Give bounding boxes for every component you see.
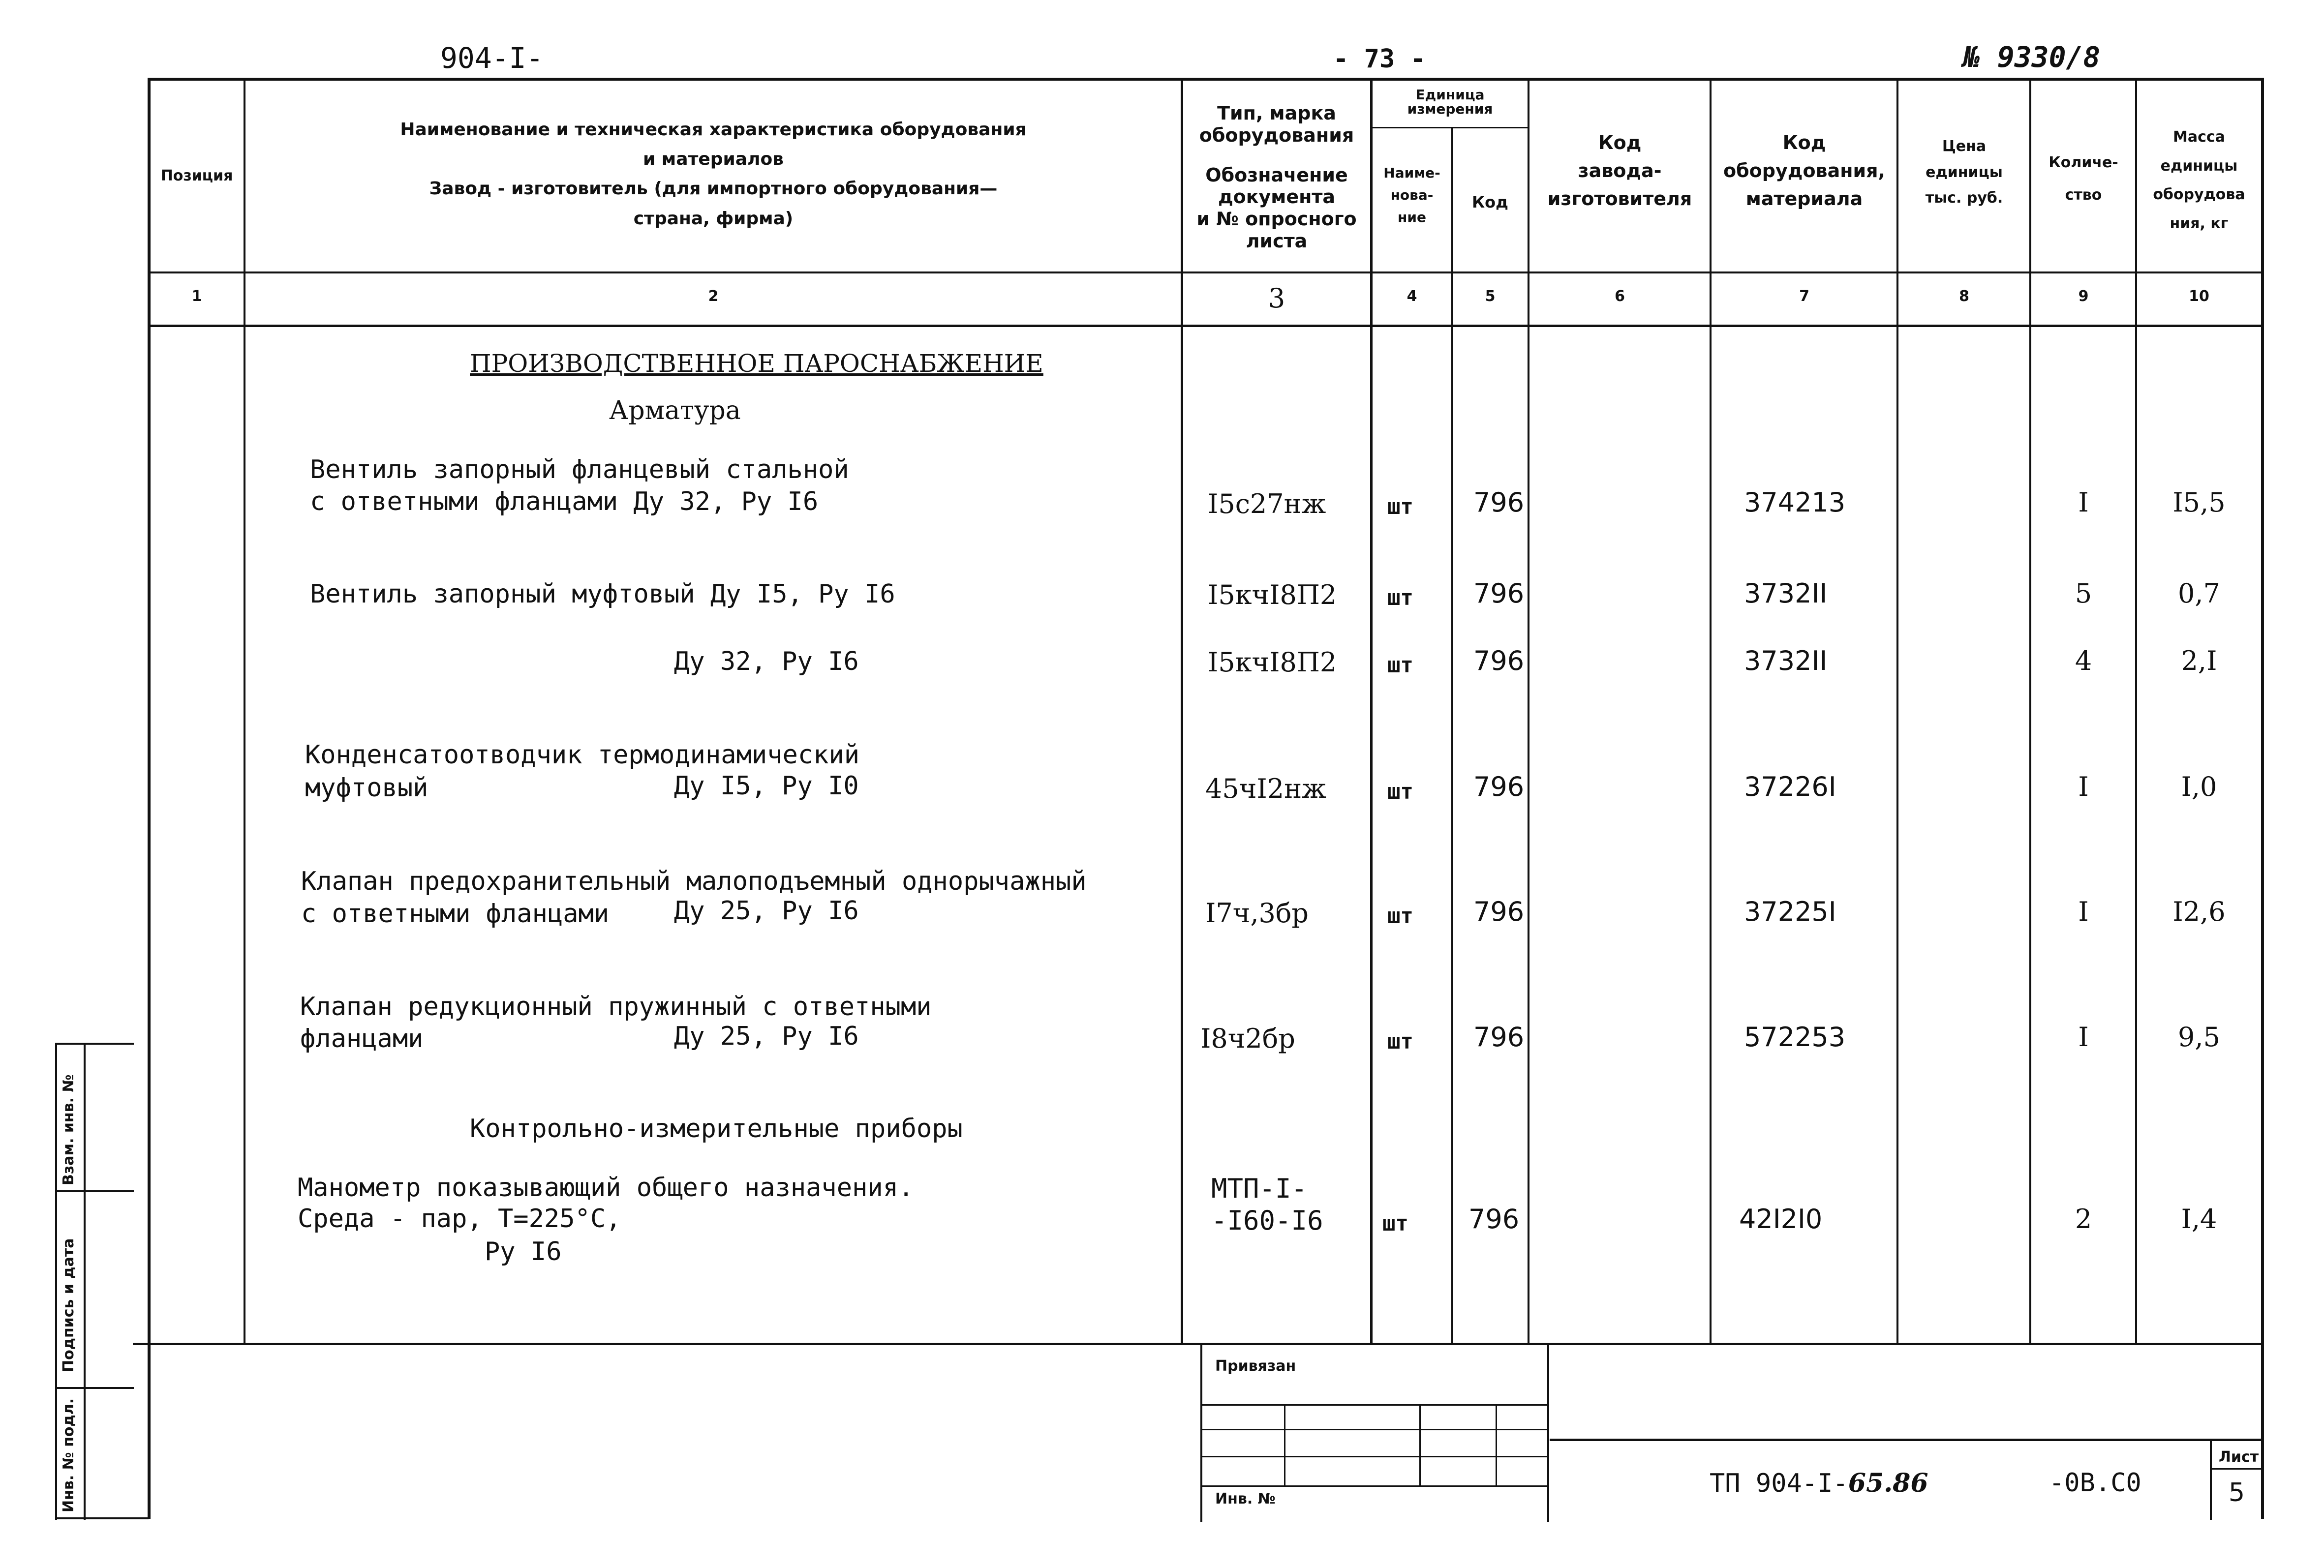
item-1-qty: I bbox=[2078, 487, 2089, 518]
item-5-mass: I2,6 bbox=[2172, 896, 2226, 927]
header-material-code bbox=[1712, 129, 1896, 213]
title-block-top-line bbox=[1550, 1439, 2263, 1441]
header-unit-name-line1: Наиме- bbox=[1383, 165, 1440, 181]
item-4-material-code: 37226I bbox=[1744, 771, 1836, 802]
item-4-name-line1: Конденсатоотводчик термодинамический bbox=[305, 740, 860, 770]
item-1-mass: I5,5 bbox=[2172, 487, 2226, 518]
item-6-material-code: 572253 bbox=[1744, 1022, 1846, 1053]
col-divider-2 bbox=[1181, 78, 1183, 1343]
header-mass-line3: оборудова bbox=[2153, 186, 2245, 203]
unit-group-line bbox=[1373, 127, 1528, 128]
item-1-type: I5с27нж bbox=[1208, 488, 1326, 519]
header-unit-name bbox=[1373, 162, 1451, 228]
header-material-code-line2: оборудования, bbox=[1723, 160, 1885, 181]
item-7-name-line3: Ру I6 bbox=[485, 1237, 562, 1266]
item-2-type: I5кчI8П2 bbox=[1208, 579, 1337, 610]
col-divider-6 bbox=[1710, 78, 1712, 1343]
item-6-qty: I bbox=[2078, 1022, 2089, 1053]
header-mass-line2: единицы bbox=[2160, 157, 2238, 175]
document-code-suffix: -0В.С0 bbox=[2049, 1468, 2141, 1498]
header-type-line2: оборудования bbox=[1199, 124, 1354, 146]
stamp-grid-h4 bbox=[1200, 1485, 1547, 1487]
header-factory-code bbox=[1530, 129, 1710, 213]
colnum-10: 10 bbox=[2189, 288, 2209, 305]
item-5-type: I7ч,3бр bbox=[1205, 898, 1309, 929]
item-6-mass: 9,5 bbox=[2178, 1022, 2220, 1053]
item-5-unit: шт bbox=[1387, 904, 1413, 929]
item-5-unit-code: 796 bbox=[1473, 896, 1525, 927]
colnum-8: 8 bbox=[1959, 288, 1969, 305]
colnum-9: 9 bbox=[2078, 288, 2089, 305]
item-3-unit-code: 796 bbox=[1473, 645, 1525, 676]
stamp-grid-v2 bbox=[1419, 1404, 1421, 1485]
right-border bbox=[2261, 78, 2264, 1519]
section-title: ПРОИЗВОДСТВЕННОЕ ПАРОСНАБЖЕНИЕ bbox=[470, 349, 1043, 378]
item-3-material-code: 3732II bbox=[1744, 645, 1828, 676]
page-number: - 73 - bbox=[1333, 44, 1426, 74]
item-1-unit: шт bbox=[1387, 494, 1413, 519]
item-6-unit: шт bbox=[1387, 1029, 1413, 1054]
item-4-name-size: Ду I5, Ру I0 bbox=[674, 771, 859, 801]
header-bottom-line bbox=[148, 271, 2263, 273]
header-material-code-line1: Код bbox=[1782, 132, 1826, 153]
header-type-line5: и № опросного bbox=[1196, 208, 1357, 230]
item-5-qty: I bbox=[2078, 896, 2089, 927]
header-factory-code-line3: изготовителя bbox=[1547, 188, 1692, 210]
header-position: Позиция bbox=[160, 167, 233, 184]
header-unit-line2: измерения bbox=[1407, 101, 1493, 118]
item-7-qty: 2 bbox=[2075, 1204, 2092, 1235]
sheet-label: Лист bbox=[2219, 1448, 2259, 1466]
archive-number: № 9330/8 bbox=[1963, 40, 2101, 74]
header-quantity-line1: Количе- bbox=[2049, 154, 2118, 171]
stamp-inv-label: Инв. № bbox=[1215, 1490, 1276, 1508]
stamp-grid-v3 bbox=[1496, 1404, 1497, 1485]
item-5-material-code: 37225I bbox=[1744, 896, 1836, 927]
item-3-qty: 4 bbox=[2075, 645, 2092, 676]
sheet-box-left bbox=[2210, 1441, 2212, 1520]
item-6-name-line1: Клапан редукционный пружинный с ответными bbox=[300, 992, 932, 1022]
item-7-material-code: 42I2I0 bbox=[1739, 1204, 1823, 1235]
header-factory-code-line1: Код bbox=[1598, 132, 1642, 153]
item-7-mass: I,4 bbox=[2181, 1204, 2217, 1235]
header-mass bbox=[2138, 123, 2261, 238]
sheet-box-mid bbox=[2210, 1468, 2263, 1470]
sheet-number: 5 bbox=[2229, 1478, 2245, 1508]
item-7-name-line1: Манометр показывающий общего назначения. bbox=[298, 1173, 914, 1203]
item-1-material-code: 374213 bbox=[1744, 487, 1846, 518]
document-code-prefix: ТП 904-I- bbox=[1710, 1469, 1848, 1498]
header-material-code-line3: материала bbox=[1745, 188, 1863, 210]
header-type-line1: Тип, марка bbox=[1217, 102, 1336, 124]
item-5-name-line2: с ответными фланцами bbox=[301, 899, 610, 929]
item-4-unit: шт bbox=[1387, 779, 1413, 804]
col-divider-3 bbox=[1370, 78, 1373, 1343]
item-1-name-line2: с ответными фланцами Ду 32, Ру I6 bbox=[310, 487, 819, 516]
side-stamp-left bbox=[55, 1043, 57, 1520]
item-3-unit: шт bbox=[1387, 653, 1413, 678]
header-type-line3: Обозначение bbox=[1205, 164, 1348, 186]
item-7-unit-code: 796 bbox=[1468, 1204, 1520, 1235]
top-border bbox=[148, 78, 2263, 81]
header-unit-name-line2: нова- bbox=[1390, 186, 1434, 203]
colnum-bottom-line bbox=[148, 325, 2263, 327]
item-1-unit-code: 796 bbox=[1473, 487, 1525, 518]
header-unit-code: Код bbox=[1472, 193, 1508, 211]
series-code: 904-I- bbox=[440, 41, 544, 75]
side-sign-date-label: Подпись и дата bbox=[60, 1238, 77, 1372]
header-name-line4: страна, фирма) bbox=[633, 208, 794, 229]
item-6-unit-code: 796 bbox=[1473, 1022, 1525, 1053]
header-price-line3: тыс. руб. bbox=[1925, 189, 2003, 207]
subsection-fittings: Арматура bbox=[609, 396, 741, 425]
side-stamp-right bbox=[84, 1043, 86, 1520]
col-divider-4 bbox=[1451, 127, 1453, 1343]
header-price bbox=[1899, 134, 2029, 211]
item-6-name-size: Ду 25, Ру I6 bbox=[674, 1022, 859, 1051]
item-3-mass: 2,I bbox=[2181, 645, 2217, 676]
side-stamp-h1 bbox=[55, 1043, 134, 1045]
colnum-4: 4 bbox=[1407, 288, 1417, 305]
item-7-type-line2: -I60-I6 bbox=[1211, 1205, 1323, 1236]
item-2-qty: 5 bbox=[2075, 578, 2092, 609]
header-quantity bbox=[2032, 147, 2135, 211]
item-4-mass: I,0 bbox=[2181, 771, 2217, 802]
item-5-name-line1: Клапан предохранительный малоподъемный однорычажный bbox=[301, 867, 1087, 896]
stamp-mid-divider bbox=[1547, 1345, 1549, 1522]
col-divider-1 bbox=[244, 78, 245, 1343]
header-name-line2: и материалов bbox=[643, 149, 784, 170]
item-6-name-line2: фланцами bbox=[300, 1024, 424, 1054]
subsection-instruments: Контрольно-измерительные приборы bbox=[470, 1114, 963, 1144]
stamp-grid-v1 bbox=[1284, 1404, 1285, 1485]
header-mass-line4: ния, кг bbox=[2170, 214, 2229, 232]
col-divider-9 bbox=[2135, 78, 2137, 1343]
document-code bbox=[1710, 1468, 1928, 1498]
colnum-6: 6 bbox=[1615, 288, 1625, 305]
col-divider-5 bbox=[1528, 78, 1529, 1343]
col-divider-7 bbox=[1896, 78, 1898, 1343]
colnum-3: 3 bbox=[1268, 283, 1285, 314]
colnum-7: 7 bbox=[1799, 288, 1809, 305]
header-quantity-line2: ство bbox=[2065, 186, 2102, 204]
header-factory-code-line2: завода- bbox=[1578, 160, 1662, 181]
header-price-line2: единицы bbox=[1926, 163, 2003, 181]
item-2-material-code: 3732II bbox=[1744, 578, 1828, 609]
side-stamp-h2 bbox=[55, 1190, 134, 1192]
side-stamp-h4 bbox=[55, 1517, 149, 1519]
header-unit-line1: Единица bbox=[1415, 87, 1485, 103]
item-1-name-line1: Вентиль запорный фланцевый стальной bbox=[310, 455, 849, 484]
item-5-name-size: Ду 25, Ру I6 bbox=[674, 896, 859, 926]
item-7-name-line2: Среда - пар, Т=225°С, bbox=[298, 1204, 621, 1234]
item-2-unit-code: 796 bbox=[1473, 578, 1525, 609]
header-type-line6: листа bbox=[1246, 230, 1308, 252]
item-3-type: I5кчI8П2 bbox=[1208, 647, 1337, 678]
item-2-mass: 0,7 bbox=[2178, 578, 2220, 609]
col-divider-8 bbox=[2029, 78, 2031, 1343]
item-4-type: 45чI2нж bbox=[1205, 773, 1326, 804]
body-bottom-line bbox=[133, 1343, 2263, 1345]
colnum-1: 1 bbox=[191, 288, 202, 305]
side-stamp-h3 bbox=[55, 1387, 134, 1389]
header-name-line1: Наименование и техническая характеристика оборудования bbox=[400, 120, 1027, 140]
header-mass-line1: Масса bbox=[2173, 128, 2225, 146]
side-replace-inv-label: Взам. инв. № bbox=[60, 1074, 77, 1185]
item-4-qty: I bbox=[2078, 771, 2089, 802]
side-inv-original-label: Инв. № подл. bbox=[60, 1398, 77, 1512]
item-6-type: I8ч2бр bbox=[1200, 1023, 1295, 1054]
item-2-unit: шт bbox=[1387, 585, 1413, 610]
header-name bbox=[305, 117, 1122, 232]
header-name-line3: Завод - изготовитель (для импортного оборудования— bbox=[429, 179, 998, 199]
colnum-2: 2 bbox=[708, 288, 719, 305]
item-2-name-line1: Вентиль запорный муфтовый Ду I5, Ру I6 bbox=[310, 579, 895, 609]
document-code-handwritten: 65.86 bbox=[1848, 1468, 1928, 1498]
header-type-line4: документа bbox=[1218, 186, 1336, 208]
item-4-name-line2: муфтовый bbox=[305, 773, 428, 803]
stamp-bound-label: Привязан bbox=[1215, 1357, 1296, 1375]
item-7-unit: шт bbox=[1382, 1211, 1408, 1236]
header-unit-group bbox=[1373, 88, 1528, 117]
header-price-line1: Цена bbox=[1942, 138, 1987, 155]
colnum-5: 5 bbox=[1485, 288, 1496, 305]
header-unit-name-line3: ние bbox=[1398, 209, 1426, 225]
item-4-unit-code: 796 bbox=[1473, 771, 1525, 802]
item-3-name-line1: Ду 32, Ру I6 bbox=[674, 647, 859, 676]
header-type bbox=[1183, 102, 1370, 252]
item-7-type-line1: МТП-I- bbox=[1211, 1173, 1308, 1204]
stamp-left-divider bbox=[1200, 1345, 1202, 1522]
